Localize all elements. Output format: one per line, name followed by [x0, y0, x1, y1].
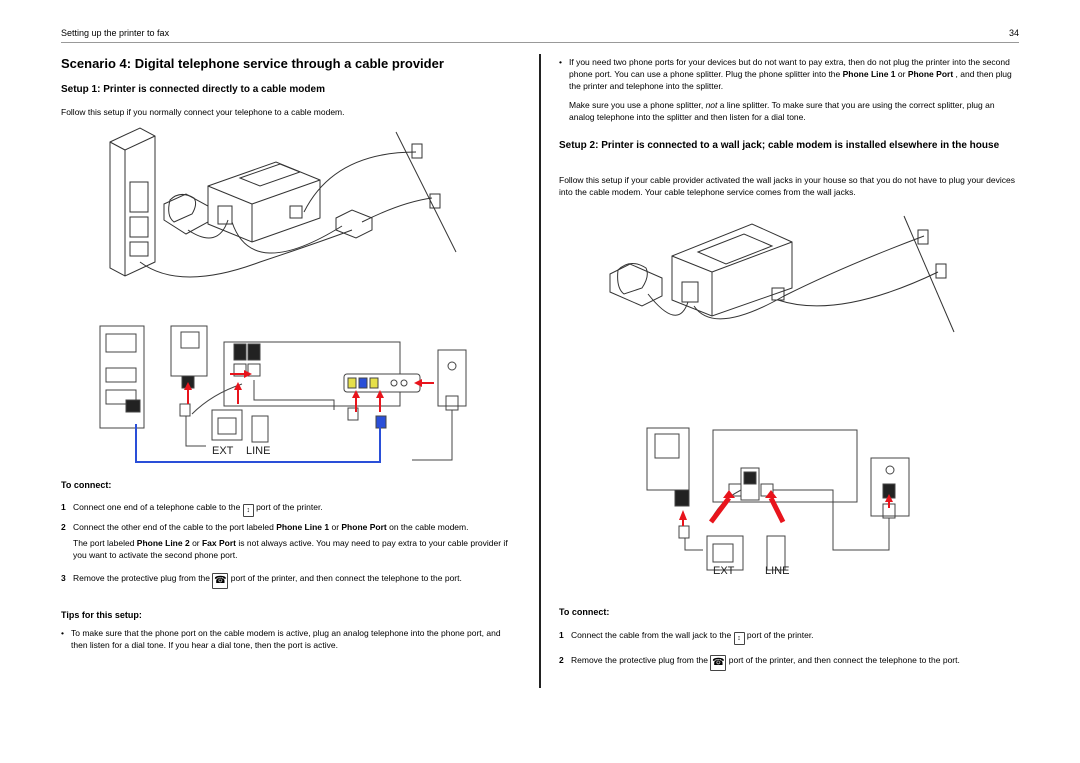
note-emphasis: not — [705, 100, 718, 110]
step-bold: Phone Line 1 — [276, 522, 330, 532]
setup1-heading: Setup 1: Printer is connected directly to a cable modem — [61, 84, 325, 95]
scenario-title: Scenario 4: Digital telephone service through a cable provider — [61, 56, 444, 71]
tip-text: To make sure that the phone port on the cable modem is active, plug an analog telephone into the phone port, and then listen for a dial tone. If you hear a dial tone, then the port is active. — [71, 628, 501, 650]
note-bold: Fax Port — [201, 538, 236, 548]
bullet-bold: Phone Port — [907, 69, 954, 79]
cable-modem-setup-illustration — [100, 122, 460, 302]
header-rule — [61, 42, 1019, 43]
step-number: 3 — [61, 573, 66, 583]
cable-modem-schematic — [96, 320, 476, 470]
step-text: port of the printer, and then connect the telephone to the port. — [728, 655, 960, 665]
step-1 — [61, 501, 521, 515]
step-number: 2 — [61, 522, 66, 532]
column-divider — [539, 54, 541, 688]
wall-jack-setup-illustration — [598, 212, 958, 342]
splitter-note — [569, 99, 1021, 123]
right-step-2 — [559, 654, 1021, 680]
note-bold: Phone Line 2 — [136, 538, 190, 548]
line-port-icon: ↕ — [243, 504, 254, 517]
step-number: 1 — [61, 502, 66, 512]
step-number: 2 — [559, 655, 564, 665]
bullet-text: If you need two phone ports for your devices but do not want to pay extra, then do not plug the printer into the second phone port. You can use a phone splitter. Plug the phone splitter into the — [569, 57, 1010, 79]
note-text: is not always active. You may need to pay extra to your cable provider if you want to activate the second phone port. — [73, 538, 508, 560]
note-text: Make sure you use a phone splitter, — [569, 100, 706, 110]
to-connect-heading: To connect: — [61, 480, 112, 490]
line-label: LINE — [246, 445, 271, 457]
step-bold: Phone Port — [341, 522, 387, 532]
setup2-intro: Follow this setup if your cable provider activated the wall jacks in your house so that you do not have to plug your devices into the cable modem. Your cable telephone service comes from the wall jacks. — [559, 175, 1015, 197]
wall-jack-schematic — [645, 424, 915, 580]
line-port-icon: ↕ — [734, 632, 745, 645]
note-text: a line splitter. To make sure that you are using the correct splitter, plug an analog telephone into the splitter and then listen for a dial tone. — [569, 100, 995, 122]
to-connect-heading-right: To connect: — [559, 607, 610, 617]
step-text: Connect one end of a telephone cable to the — [73, 502, 241, 512]
step-text: Remove the protective plug from the — [571, 655, 709, 665]
ext-label: EXT — [713, 565, 735, 577]
telephone-port-icon: ☎ — [710, 655, 726, 671]
tips-heading: Tips for this setup: — [61, 610, 142, 620]
step-text: Remove the protective plug from the — [73, 573, 211, 583]
splitter-bullet: • If you need two phone ports for your devices but do not want to pay extra, then do not plug the printer into the second phone port. You can use a phone splitter. Plug the phone splitter into the Phone Line 1 or Phone Port , and then plug the printer and telephone into the splitter. — [559, 57, 1012, 91]
note-text: or — [189, 538, 202, 548]
note-text: The port labeled — [73, 538, 137, 548]
bullet-text: , and then plug the printer and telephone into the splitter. — [569, 69, 1012, 91]
step-2 — [61, 521, 521, 535]
step-2-note — [73, 537, 513, 561]
tip-item: • To make sure that the phone port on the cable modem is active, plug an analog telephone into the phone port, and then listen for a dial tone. If you hear a dial tone, then the port is active. — [61, 627, 516, 657]
page-number: 34 — [1008, 28, 1019, 38]
setup2-heading: Setup 2: Printer is connected to a wall jack; cable modem is installed elsewhere in the house — [559, 140, 1000, 151]
right-step-1 — [559, 629, 1021, 643]
step-text: Connect the other end of the cable to the port labeled — [73, 522, 277, 532]
setup1-intro: Follow this setup if you normally connect your telephone to a cable modem. — [61, 107, 345, 117]
step-text: port of the printer. — [746, 630, 814, 640]
step-text: port of the printer. — [256, 502, 323, 512]
step-text: Connect the cable from the wall jack to the — [571, 630, 732, 640]
step-text: on the cable modem. — [386, 522, 469, 532]
bullet-text: or — [895, 69, 908, 79]
step-number: 1 — [559, 630, 564, 640]
step-3 — [61, 572, 521, 598]
step-text: port of the printer, and then connect the telephone to the port. — [230, 573, 462, 583]
step-text: or — [329, 522, 342, 532]
ext-label: EXT — [212, 445, 234, 457]
telephone-port-icon: ☎ — [212, 573, 228, 589]
running-header: Setting up the printer to fax — [61, 28, 170, 38]
line-label: LINE — [765, 565, 790, 577]
bullet-bold: Phone Line 1 — [842, 69, 896, 79]
